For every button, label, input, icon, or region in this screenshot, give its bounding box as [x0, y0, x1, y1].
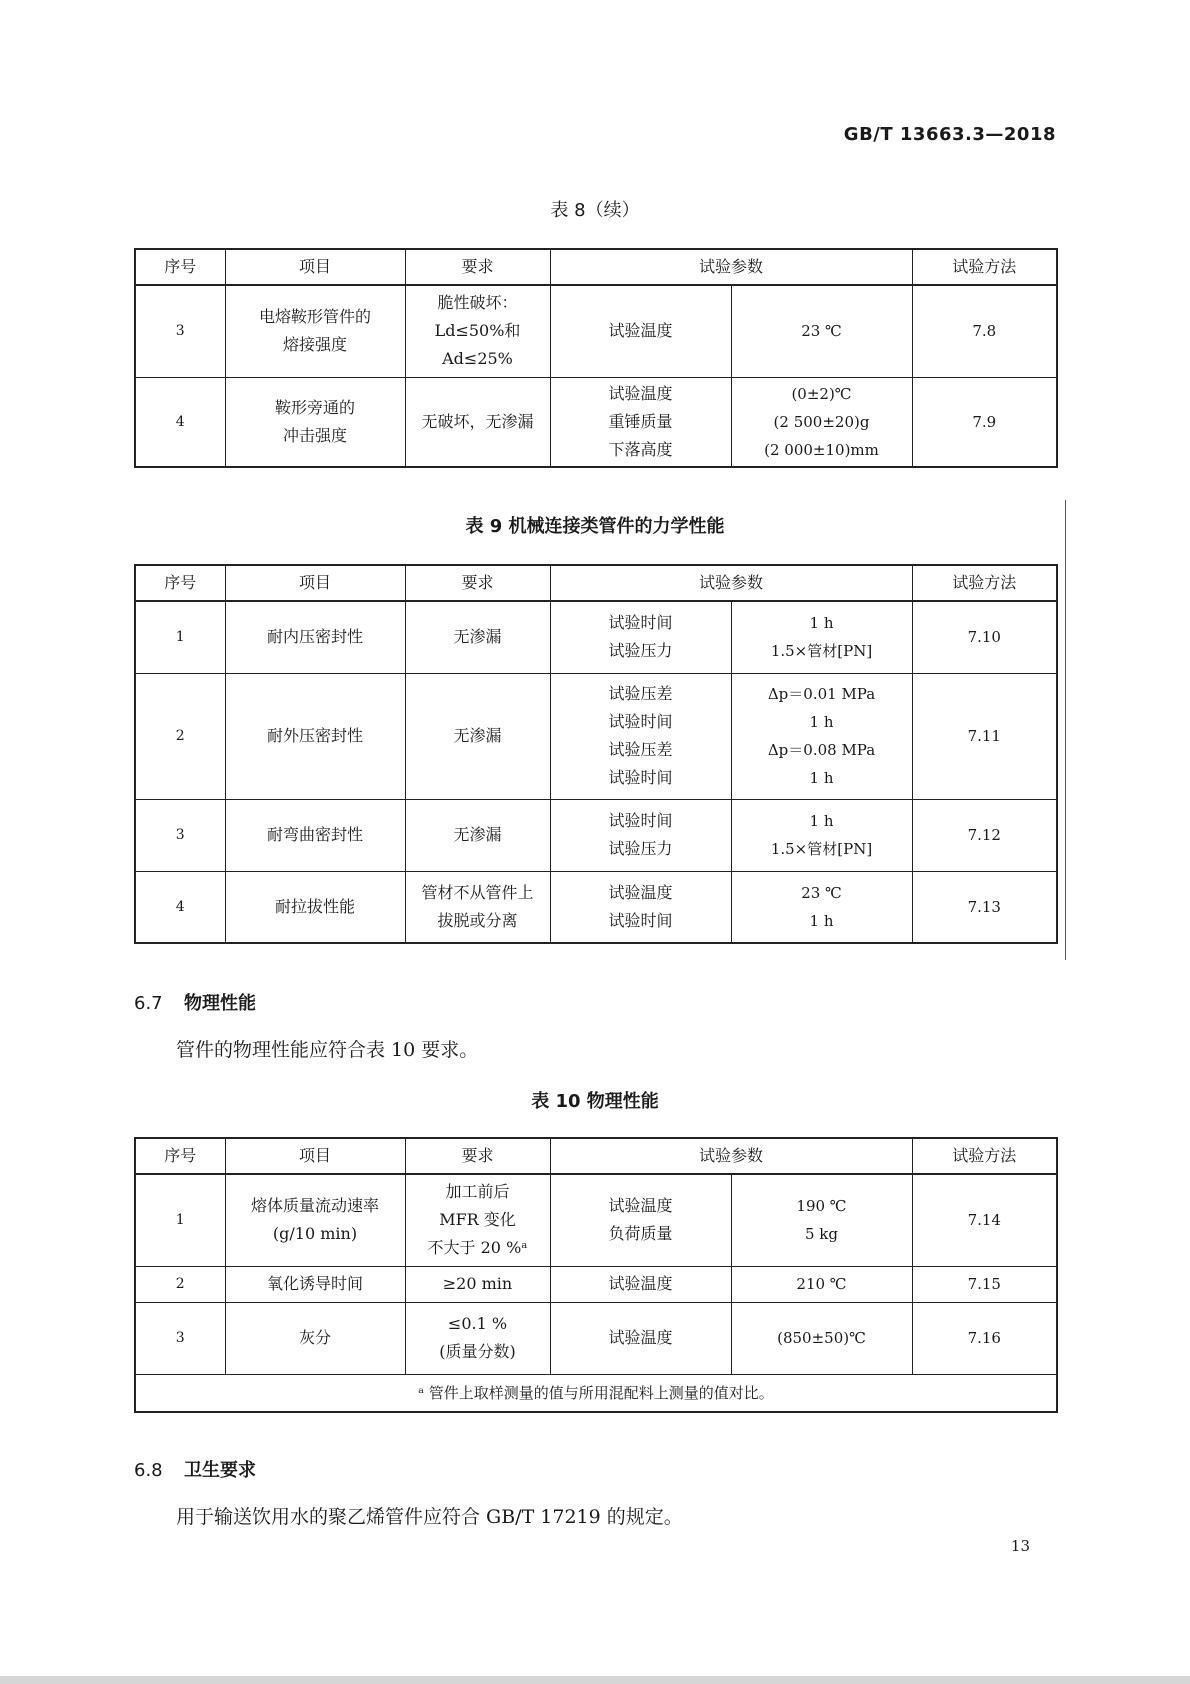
- column-header: 序号: [135, 1138, 225, 1174]
- seq-cell: 3: [135, 285, 225, 377]
- param-name-cell: [550, 871, 731, 943]
- table10-caption: 表 10 物理性能: [531, 1091, 659, 1112]
- table10: [134, 1137, 1058, 1413]
- column-header: 试验方法: [912, 1138, 1057, 1174]
- item-cell: [225, 1174, 405, 1266]
- requirement-line: MFR 变化: [439, 1210, 516, 1230]
- item-line: 鞍形旁通的: [274, 397, 355, 417]
- param-value-cell: [731, 601, 912, 673]
- param-name: 试验压差: [608, 740, 673, 759]
- requirement-line: Ld≤50%和: [434, 321, 521, 341]
- item-line: 耐内压密封性: [266, 627, 363, 647]
- table-row: [135, 799, 1057, 871]
- column-header: 要求: [405, 565, 550, 601]
- column-header: 试验方法: [912, 249, 1057, 285]
- param-name-cell: [550, 673, 731, 799]
- section-number: 6.7: [134, 993, 163, 1014]
- seq-cell: 2: [135, 1266, 225, 1302]
- param-name-cell: [550, 799, 731, 871]
- table8-caption: 表 8（续）: [550, 200, 640, 221]
- item-line: 耐外压密封性: [266, 726, 363, 745]
- column-header: 序号: [135, 249, 225, 285]
- requirement-cell: [405, 601, 550, 673]
- requirement-line: 脆性破坏：: [437, 293, 518, 313]
- column-header: 试验参数: [550, 565, 912, 601]
- table-row: [135, 673, 1057, 799]
- method-cell: 7.10: [912, 601, 1057, 673]
- seq-cell: 3: [135, 799, 225, 871]
- param-value-cell: [731, 799, 912, 871]
- section-6-8-text: 用于输送饮用水的聚乙烯管件应符合 GB/T 17219 的规定。: [176, 1506, 683, 1528]
- param-name: 试验温度: [608, 1196, 673, 1216]
- param-value: 1.5×管材[PN]: [770, 840, 873, 858]
- requirement-cell: [405, 799, 550, 871]
- method-cell: 7.12: [912, 799, 1057, 871]
- param-value-cell: [731, 1302, 912, 1374]
- param-value: (2 000±10)mm: [764, 440, 879, 459]
- param-name: 试验压力: [608, 641, 673, 661]
- table9: [134, 564, 1058, 944]
- method-cell: 7.13: [912, 871, 1057, 943]
- param-name-cell: [550, 601, 731, 673]
- item-line: 耐拉拔性能: [274, 896, 355, 916]
- param-name: 试验温度: [608, 321, 673, 341]
- param-name: 试验时间: [608, 613, 673, 633]
- param-name: 试验时间: [608, 811, 673, 830]
- table-row: [135, 871, 1057, 943]
- table-footnote: ᵃ 管件上取样测量的值与所用混配料上测量的值对比。: [135, 1374, 1057, 1412]
- standard-code: GB/T 13663.3—2018: [843, 124, 1056, 145]
- item-cell: [225, 871, 405, 943]
- param-name: 试验温度: [608, 383, 673, 403]
- item-line: 电熔鞍形管件的: [258, 307, 371, 327]
- method-cell: 7.16: [912, 1302, 1057, 1374]
- param-value: 23 ℃: [801, 322, 842, 341]
- param-value-cell: [731, 871, 912, 943]
- item-cell: [225, 601, 405, 673]
- column-header: 试验参数: [550, 1138, 912, 1174]
- param-name: 试验温度: [608, 882, 673, 902]
- param-value: 210 ℃: [796, 1275, 847, 1293]
- param-value: Δp＝0.08 MPa: [767, 741, 876, 759]
- requirement-cell: [405, 673, 550, 799]
- item-line: 熔体质量流动速率: [250, 1196, 379, 1216]
- param-name-cell: [550, 285, 731, 377]
- param-value: 190 ℃: [796, 1197, 847, 1216]
- item-cell: [225, 1266, 405, 1302]
- requirement-cell: [405, 377, 550, 467]
- method-cell: 7.8: [912, 285, 1057, 377]
- method-cell: 7.15: [912, 1266, 1057, 1302]
- item-cell: [225, 1302, 405, 1374]
- column-header: 序号: [135, 565, 225, 601]
- table-row: [135, 1174, 1057, 1266]
- requirement-line: 无破坏，无渗漏: [421, 411, 534, 431]
- param-value: 1 h: [809, 812, 834, 830]
- param-value-cell: [731, 1266, 912, 1302]
- param-value: 1 h: [809, 911, 834, 930]
- param-value: (850±50)℃: [777, 1329, 866, 1347]
- param-value: (2 500±20)g: [773, 412, 870, 431]
- requirement-line: ≤0.1 %: [447, 1314, 508, 1333]
- column-header: 项目: [225, 1138, 405, 1174]
- seq-cell: 1: [135, 601, 225, 673]
- seq-cell: 2: [135, 673, 225, 799]
- param-value: 1 h: [809, 713, 834, 731]
- item-line: 冲击强度: [282, 425, 347, 445]
- param-value-cell: [731, 1174, 912, 1266]
- seq-cell: 1: [135, 1174, 225, 1266]
- column-header: 试验方法: [912, 565, 1057, 601]
- param-name: 试验时间: [608, 910, 673, 930]
- param-name-cell: [550, 1174, 731, 1266]
- requirement-line: 无渗漏: [453, 825, 502, 844]
- method-cell: 7.14: [912, 1174, 1057, 1266]
- param-name-cell: [550, 1302, 731, 1374]
- param-name: 试验时间: [608, 712, 673, 731]
- param-value: Δp＝0.01 MPa: [767, 685, 876, 703]
- requirement-line: 不大于 20 %ᵃ: [427, 1238, 528, 1258]
- seq-cell: 4: [135, 377, 225, 467]
- requirement-line: 拔脱或分离: [437, 910, 518, 930]
- table-row: [135, 377, 1057, 467]
- section-title: 卫生要求: [184, 1460, 256, 1481]
- param-value: 1.5×管材[PN]: [770, 642, 873, 661]
- seq-cell: 3: [135, 1302, 225, 1374]
- param-name: 重锤质量: [608, 411, 673, 431]
- item-cell: [225, 377, 405, 467]
- requirement-cell: [405, 1302, 550, 1374]
- item-cell: [225, 285, 405, 377]
- footnote-row: [135, 1374, 1057, 1412]
- item-line: 熔接强度: [282, 335, 347, 355]
- param-value-cell: [731, 377, 912, 467]
- section-6-7-heading: [134, 989, 256, 1015]
- param-value: 1 h: [809, 769, 834, 787]
- table-row: [135, 1266, 1057, 1302]
- section-6-8-heading: [134, 1456, 256, 1482]
- method-cell: 7.9: [912, 377, 1057, 467]
- param-name: 试验温度: [608, 1328, 673, 1347]
- requirement-line: 无渗漏: [453, 627, 502, 647]
- section-title: 物理性能: [184, 993, 256, 1014]
- param-name: 下落高度: [608, 439, 673, 459]
- param-name: 负荷质量: [608, 1224, 673, 1244]
- binding-margin-line: [1065, 500, 1066, 960]
- column-header: 项目: [225, 249, 405, 285]
- item-line: 氧化诱导时间: [266, 1274, 363, 1293]
- scan-bottom-edge: [0, 1676, 1190, 1684]
- param-value-cell: [731, 285, 912, 377]
- requirement-line: 管材不从管件上: [421, 882, 534, 902]
- param-name: 试验压力: [608, 839, 673, 858]
- item-line: 耐弯曲密封性: [266, 825, 363, 844]
- param-name-cell: [550, 377, 731, 467]
- requirement-line: Ad≤25%: [442, 349, 513, 369]
- requirement-cell: [405, 871, 550, 943]
- table-row: [135, 1302, 1057, 1374]
- item-cell: [225, 799, 405, 871]
- item-line: 灰分: [298, 1328, 331, 1347]
- item-line: (g/10 min): [272, 1224, 358, 1244]
- param-name: 试验压差: [608, 684, 673, 703]
- section-number: 6.8: [134, 1460, 163, 1481]
- table-row: [135, 601, 1057, 673]
- item-cell: [225, 673, 405, 799]
- method-cell: 7.11: [912, 673, 1057, 799]
- section-6-7-text: 管件的物理性能应符合表 10 要求。: [176, 1039, 479, 1061]
- param-value: 5 kg: [805, 1225, 839, 1244]
- param-value: 23 ℃: [801, 883, 842, 902]
- param-name: 试验温度: [608, 1274, 673, 1293]
- table9-caption: 表 9 机械连接类管件的力学性能: [465, 516, 725, 537]
- seq-cell: 4: [135, 871, 225, 943]
- requirement-line: 加工前后: [445, 1182, 510, 1202]
- column-header: 项目: [225, 565, 405, 601]
- requirement-line: ≥20 min: [442, 1274, 513, 1293]
- requirement-line: (质量分数): [439, 1342, 516, 1361]
- requirement-line: 无渗漏: [453, 726, 502, 745]
- param-value-cell: [731, 673, 912, 799]
- param-name-cell: [550, 1266, 731, 1302]
- param-name: 试验时间: [608, 768, 673, 787]
- param-value: 1 h: [809, 614, 834, 633]
- table8: [134, 248, 1058, 468]
- requirement-cell: [405, 1174, 550, 1266]
- page-number: 13: [1010, 1537, 1030, 1555]
- table-row: [135, 285, 1057, 377]
- column-header: 要求: [405, 1138, 550, 1174]
- requirement-cell: [405, 1266, 550, 1302]
- requirement-cell: [405, 285, 550, 377]
- param-value: (0±2)℃: [791, 384, 852, 403]
- column-header: 试验参数: [550, 249, 912, 285]
- column-header: 要求: [405, 249, 550, 285]
